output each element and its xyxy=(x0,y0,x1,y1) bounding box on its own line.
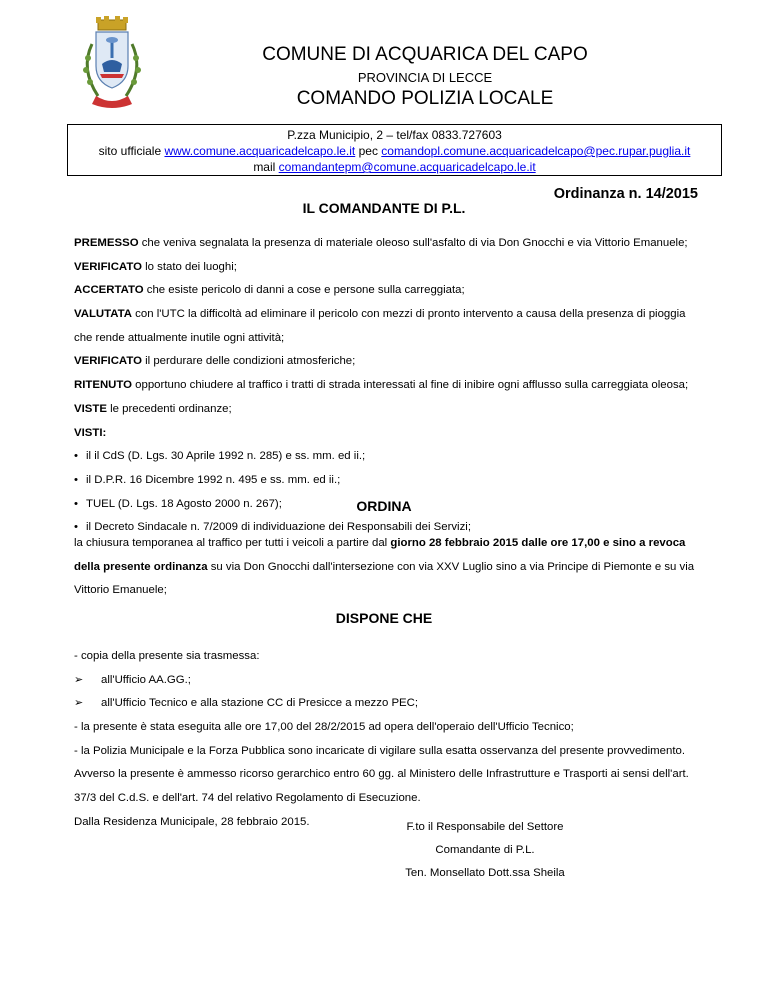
dispone-line: - la presente è stata eseguita alle ore 17,00 del 28/2/2015 ad opera dell'operaio dell'Ufficio Tecnico; xyxy=(74,721,574,734)
ordina-line xyxy=(74,556,704,580)
premise-row xyxy=(74,256,704,280)
address-line: P.zza Municipio, 2 – tel/fax 0833.727603 xyxy=(287,128,502,142)
premise-key: ACCERTATO xyxy=(74,284,144,297)
ordina-title: ORDINA xyxy=(356,498,412,514)
ordinanza-number: Ordinanza n. 14/2015 xyxy=(553,186,698,202)
recipient-text: all'Ufficio Tecnico e alla stazione CC di Presicce a mezzo PEC; xyxy=(101,697,419,710)
premise-key: VALUTATA xyxy=(74,308,132,321)
ordina-bold: della presente ordinanza xyxy=(74,560,208,573)
bullet-icon: • xyxy=(74,450,78,463)
dispone-line: - la Polizia Municipale e la Forza Pubblica sono incaricate di vigilare sulla esatta osservanza del presente provvedimento. xyxy=(74,744,685,757)
bullet-icon: • xyxy=(74,497,78,510)
recipient-text: all'Ufficio AA.GG.; xyxy=(101,673,191,686)
premise-row xyxy=(74,374,704,398)
ordina-line xyxy=(74,532,704,556)
premise-key: VERIFICATO xyxy=(74,260,142,273)
comune-title: COMUNE DI ACQUARICA DEL CAPO xyxy=(262,44,588,65)
pec-label: pec xyxy=(358,144,378,158)
premise-key: RITENUTO xyxy=(74,379,133,392)
visti-text: il il CdS (D. Lgs. 30 Aprile 1992 n. 285) e ss. mm. ed ii.; xyxy=(86,450,366,463)
dispone-line: Avverso la presente è ammesso ricorso gerarchico entro 60 gg. al Ministero delle Infrastrutture e Trasporti ai sensi dell'art. xyxy=(74,768,689,781)
premise-key: VERIFICATO xyxy=(74,355,142,368)
dispone-line: - copia della presente sia trasmessa: xyxy=(74,650,260,662)
premise-row xyxy=(74,279,704,303)
premise-text: che esiste pericolo di danni a cose e persone sulla carreggiata; xyxy=(143,284,465,297)
mail-line xyxy=(68,159,721,175)
premise-continuation: che rende attualmente inutile ogni attività; xyxy=(74,331,285,344)
visti-label-text: VISTI: xyxy=(74,426,107,439)
premises-block xyxy=(74,232,704,540)
visti-label xyxy=(74,422,704,446)
dispone-line: 37/3 del C.d.S. e dell'art. 74 del relativo Regolamento di Esecuzione. xyxy=(74,792,421,805)
arrow-bullet-icon: ➢ xyxy=(74,697,84,710)
visti-text: il D.P.R. 16 Dicembre 1992 n. 495 e ss. mm. ed ii.; xyxy=(86,473,341,486)
ordina-text: su via Don Gnocchi dall'intersezione con via XXV Luglio sino a via Principe di Piemonte e su via xyxy=(207,560,695,573)
document-title: IL COMANDANTE DI P.L. xyxy=(302,200,466,216)
dispone-line: Dalla Residenza Municipale, 28 febbraio 2015. xyxy=(74,815,310,828)
ordina-block xyxy=(74,532,704,603)
arrow-bullet-icon: ➢ xyxy=(74,673,84,686)
comando-title: COMANDO POLIZIA LOCALE xyxy=(296,88,554,109)
premise-text: con l'UTC la difficoltà ad eliminare il pericolo con mezzi di pronto intervento a causa della presenza di pioggia xyxy=(132,308,686,321)
premise-row xyxy=(74,398,704,422)
premise-text: che veniva segnalata la presenza di materiale oleoso sull'asfalto di via Don Gnocchi e via Vittorio Emanuele; xyxy=(138,237,688,249)
signature-line: F.to il Responsabile del Settore xyxy=(406,821,564,833)
mail-link[interactable]: comandantepm@comune.acquaricadelcapo.le.it xyxy=(278,160,536,174)
signature-line: Comandante di P.L. xyxy=(435,844,535,856)
recipient-item xyxy=(74,692,704,716)
premise-row xyxy=(74,350,704,374)
signature-block xyxy=(360,816,610,885)
premise-text: lo stato dei luoghi; xyxy=(141,260,237,273)
provincia-title: PROVINCIA DI LECCE xyxy=(357,70,493,85)
premise-row xyxy=(74,232,704,256)
site-label: sito ufficiale xyxy=(98,144,162,158)
dispone-title: DISPONE CHE xyxy=(335,610,433,626)
mail-label: mail xyxy=(253,160,276,174)
visti-item xyxy=(74,445,704,469)
dispone-block xyxy=(74,645,704,835)
site-pec-line xyxy=(68,143,721,159)
premise-row xyxy=(74,303,704,327)
premise-key: VISTE xyxy=(74,402,107,415)
pec-link[interactable]: comandopl.comune.acquaricadelcapo@pec.rupar.puglia.it xyxy=(381,144,691,158)
visti-item xyxy=(74,469,704,493)
premise-key: PREMESSO xyxy=(74,237,139,249)
recipient-item xyxy=(74,669,704,693)
site-link[interactable]: www.comune.acquaricadelcapo.le.it xyxy=(164,144,356,158)
municipal-crest-icon xyxy=(72,14,152,114)
visti-text: TUEL (D. Lgs. 18 Agosto 2000 n. 267); xyxy=(86,497,282,510)
ordina-text: la chiusura temporanea al traffico per tutti i veicoli a partire dal xyxy=(74,537,391,549)
visti-text: il Decreto Sindacale n. 7/2009 di individuazione dei Responsabili dei Servizi; xyxy=(86,521,471,534)
ordina-line: Vittorio Emanuele; xyxy=(74,584,167,597)
premise-text: le precedenti ordinanze; xyxy=(106,402,232,415)
ordina-bold: giorno 28 febbraio 2015 dalle ore 17,00 e sino a revoca xyxy=(390,537,686,549)
bullet-icon: • xyxy=(74,521,78,534)
bullet-icon: • xyxy=(74,473,78,486)
contact-box xyxy=(67,124,722,176)
premise-text: opportuno chiudere al traffico i tratti di strada interessati al fine di inibire ogni afflusso sulla carreggiata oleosa; xyxy=(132,379,689,392)
signature-line: Ten. Monsellato Dott.ssa Sheila xyxy=(405,867,565,879)
premise-text: il perdurare delle condizioni atmosferiche; xyxy=(141,355,356,368)
